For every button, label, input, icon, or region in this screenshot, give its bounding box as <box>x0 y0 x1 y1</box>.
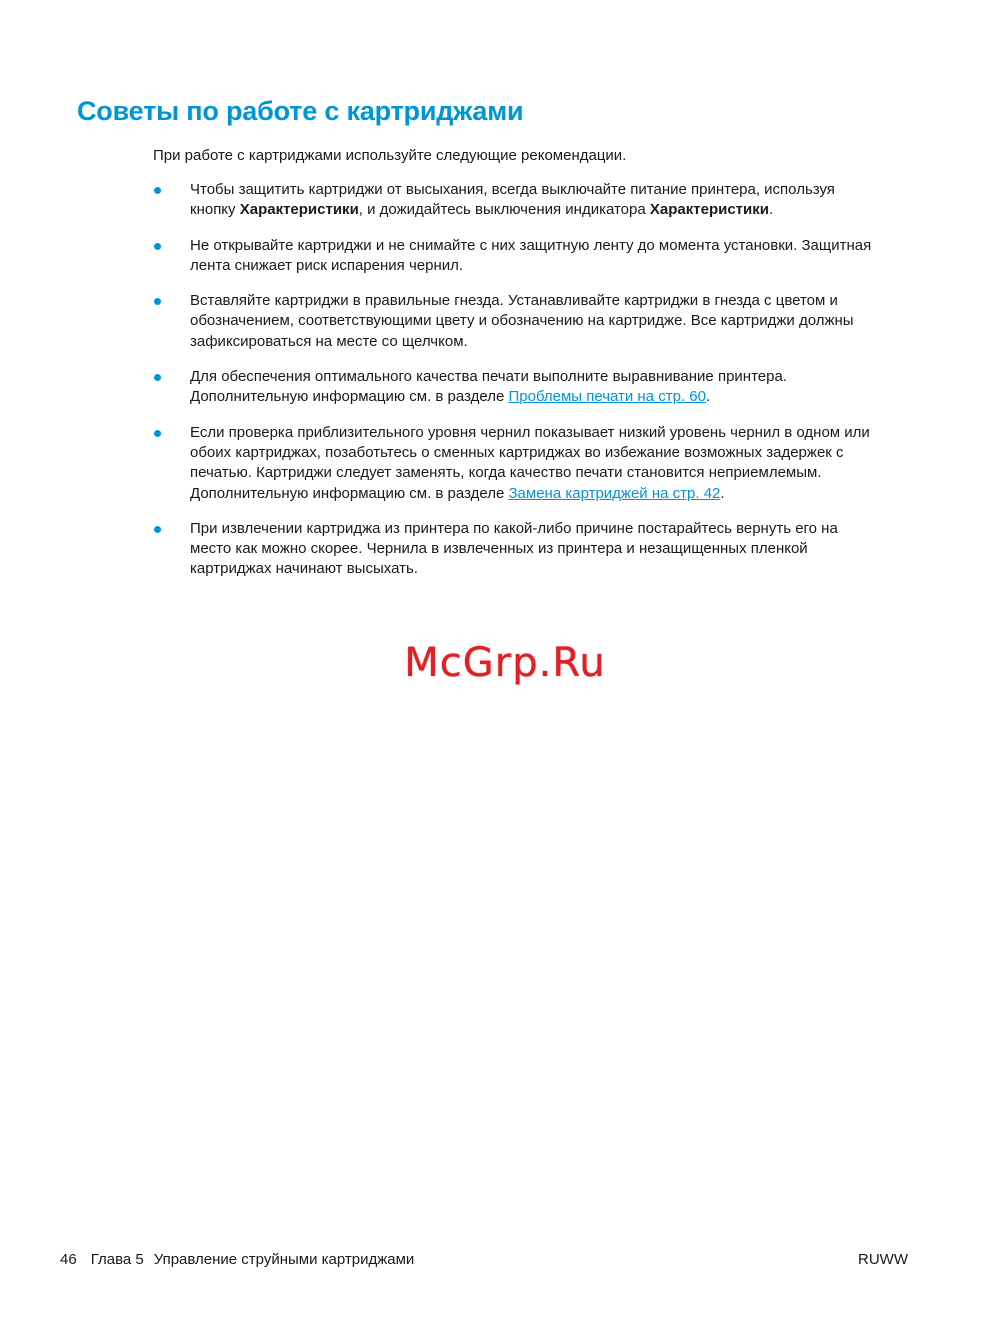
tip-text-segment: Чтобы защитить картриджи от высыхания, всегда выключайте питание принтера, используя <box>190 181 835 198</box>
tip-text-segment: При извлечении картриджа из принтера по какой-либо причине постарайтесь вернуть его на <box>190 519 838 537</box>
tip-item <box>153 236 913 277</box>
tip-line <box>190 519 913 539</box>
bullet-icon <box>154 526 161 533</box>
tip-text-segment: зафиксироваться на месте со щелчком. <box>190 332 468 350</box>
tip-text-segment: Дополнительную информацию см. в разделе <box>190 484 509 502</box>
tip-item <box>153 367 913 408</box>
tip-line <box>190 539 913 559</box>
tip-line <box>190 236 913 256</box>
cross-reference-link[interactable]: Замена картриджей на стр. 42 <box>508 484 721 502</box>
tip-line <box>190 291 913 311</box>
tip-text-segment: лента снижает риск испарения чернил. <box>190 256 464 274</box>
chapter-title: Управление струйными картриджами <box>153 1251 415 1268</box>
tip-line <box>190 180 913 200</box>
tip-text-segment: . <box>705 388 711 406</box>
tip-item <box>153 519 913 580</box>
tip-text-segment: Если проверка приблизительного уровня чернил показывает низкий уровень чернил в одном или <box>190 423 870 441</box>
tip-text-segment: место как можно скорее. Чернила в извлеченных из принтера и незащищенных пленкой <box>190 540 808 558</box>
tip-line <box>190 423 913 443</box>
tip-text-segment: Для обеспечения оптимального качества печати выполните выравнивание принтера. <box>190 368 787 386</box>
tip-line <box>190 256 913 276</box>
tip-text-segment: Дополнительную информацию см. в разделе <box>190 388 509 406</box>
tip-line <box>190 463 913 483</box>
page-title: Советы по работе с картриджами <box>77 96 524 126</box>
tip-text <box>190 423 913 504</box>
watermark-text: McGrp.Ru <box>404 640 606 686</box>
tip-line <box>190 443 913 463</box>
tip-text-segment: . <box>720 484 725 502</box>
tip-text <box>190 519 913 580</box>
tip-text-segment: обоих картриджах, позаботьтесь о сменных картриджах во избежание возможных задержек с <box>190 443 844 461</box>
tip-text-segment: картриджах начинают высыхать. <box>190 560 418 578</box>
tip-text <box>190 236 913 277</box>
tip-text <box>190 180 913 221</box>
tip-line <box>190 387 913 407</box>
watermark-logo <box>0 640 1000 686</box>
tip-text-segment: Не открывайте картриджи и не снимайте с них защитную ленту до момента установки. Защитная <box>190 236 872 254</box>
tip-text-segment: , и дожидайтесь выключения индикатора <box>358 201 650 219</box>
tip-item <box>153 291 913 352</box>
intro-text: При работе с картриджами используйте следующие рекомендации. <box>153 147 627 164</box>
chapter-label: Глава 5 <box>90 1251 144 1268</box>
tip-text <box>190 367 913 408</box>
tip-item <box>153 423 913 504</box>
tip-line <box>190 367 913 387</box>
bullet-icon <box>154 298 161 305</box>
tip-text-segment: печатью. Картриджи следует заменять, когда качество печати становится неприемлемым. <box>190 464 822 482</box>
tip-line <box>190 200 913 220</box>
cross-reference-link[interactable]: Проблемы печати на стр. 60 <box>508 388 706 406</box>
tip-line <box>190 559 913 579</box>
footer-locale: RUWW <box>858 1251 908 1268</box>
button-name-bold: Характеристики <box>649 201 769 219</box>
tip-line <box>190 484 913 504</box>
bullet-icon <box>154 430 161 437</box>
footer-left <box>60 1250 428 1270</box>
tip-text-segment: Вставляйте картриджи в правильные гнезда. Устанавливайте картриджи в гнезда с цветом и <box>190 292 838 310</box>
tip-text-segment: обозначением, соответствующими цвету и обозначению на картридже. Все картриджи должны <box>190 312 854 330</box>
tip-item <box>153 180 913 221</box>
button-name-bold: Характеристики <box>239 201 359 219</box>
bullet-icon <box>154 243 161 250</box>
bullet-icon <box>154 374 161 381</box>
tip-text-segment: . <box>768 201 774 219</box>
bullet-icon <box>154 187 161 194</box>
tip-text <box>190 291 913 352</box>
tip-line <box>190 311 913 331</box>
tip-line <box>190 332 913 352</box>
tip-text-segment: кнопку <box>190 201 240 219</box>
page-number: 46 <box>60 1251 77 1268</box>
tips-list <box>153 180 913 595</box>
